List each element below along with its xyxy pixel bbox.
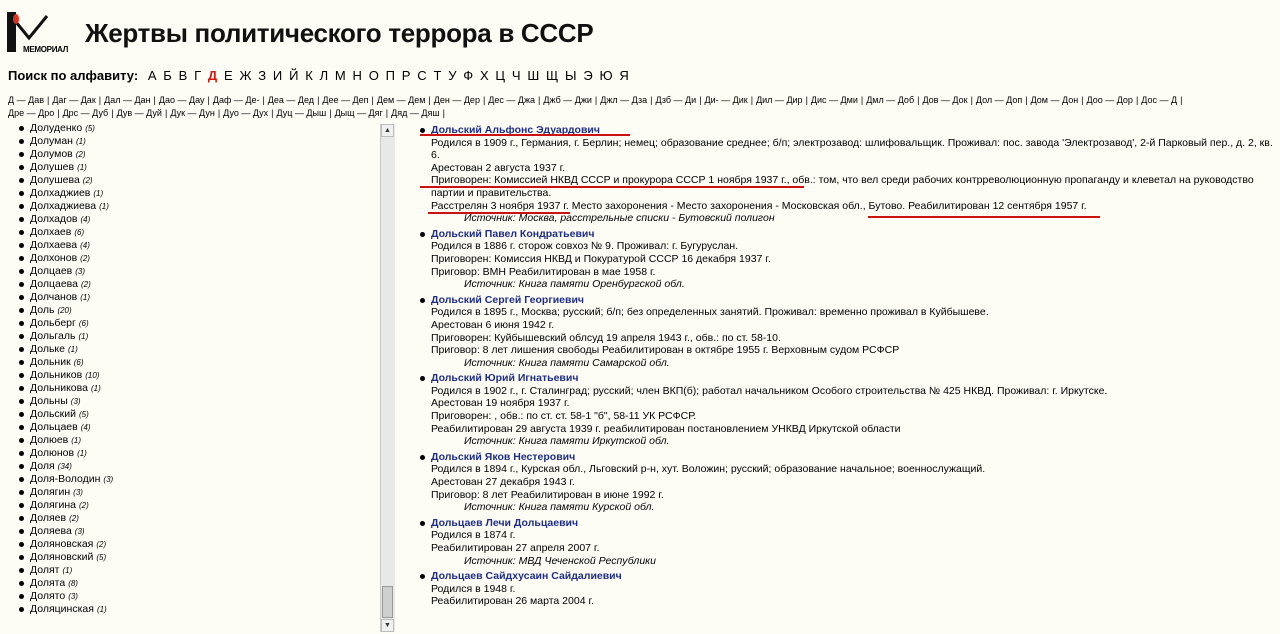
range-link[interactable]: Дув — Дуй (116, 107, 162, 118)
surname-list-item (30, 252, 380, 265)
surname-count: (2) (78, 501, 89, 510)
surname-count: (2) (80, 254, 90, 263)
range-link[interactable]: Дал — Дан (104, 95, 151, 105)
person-entry (418, 294, 1280, 370)
range-separator: | (442, 107, 445, 118)
surname-list (8, 122, 380, 616)
surname-link[interactable]: Долцаева (30, 278, 78, 290)
person-detail-line: Реабилитирован 26 марта 2004 г. (431, 595, 594, 608)
surname-count: (2) (69, 514, 79, 523)
person-name-link[interactable]: Дольский Павел Кондратьевич (431, 227, 595, 240)
surname-list-item (30, 460, 380, 473)
letter-link[interactable]: У (448, 68, 457, 83)
surname-list-item (30, 486, 380, 499)
surname-link[interactable]: Долята (30, 577, 66, 589)
letter-link[interactable]: К (305, 68, 313, 83)
surname-list-item (30, 135, 380, 148)
surname-count: (8) (68, 579, 78, 588)
range-link[interactable]: Даг — Дак (52, 95, 96, 105)
surname-link[interactable]: Долхаева (30, 239, 78, 251)
surname-link[interactable]: Дольникова (30, 382, 88, 394)
surname-count: (3) (68, 592, 78, 601)
surname-count: (2) (82, 176, 93, 185)
range-link[interactable]: Дол — Доп (975, 95, 1023, 105)
surname-count: (4) (80, 423, 91, 432)
surname-link[interactable]: Долуман (30, 135, 73, 147)
range-link[interactable]: Д — Дав (8, 95, 44, 105)
surname-link[interactable]: Долчанов (30, 291, 78, 303)
person-detail-line: Расстрелян 3 ноября 1937 г. Место захоронения - Место захоронения - Московская обл., Бутово. Реабилитирован 12 сентября 1957 г. (431, 199, 1087, 212)
range-link[interactable]: Деа — Дед (267, 95, 315, 105)
surname-count: (1) (96, 605, 107, 614)
letter-link[interactable]: Ж (239, 68, 252, 83)
person-detail-line: Приговорен: Куйбышевский облсуд 19 апреля 1943 г., обв.: по ст. 58-10. (431, 331, 781, 344)
surname-link[interactable]: Долхаджиев (30, 187, 91, 199)
person-name-link[interactable]: Дольский Яков Нестерович (431, 450, 576, 463)
range-link[interactable]: Ди- — Дик (704, 95, 748, 105)
surname-link[interactable]: Долхаев (30, 226, 72, 238)
range-separator: | (1135, 95, 1139, 105)
range-link[interactable]: Дуо — Дух (223, 107, 269, 118)
range-separator: | (46, 95, 50, 105)
surname-count: (3) (70, 397, 81, 406)
surname-link[interactable]: Доляновский (30, 551, 94, 563)
surname-count: (1) (68, 345, 78, 354)
person-name-link[interactable]: Дольцаев Сайдхусаин Сайдалиевич (431, 570, 622, 583)
range-separator: | (650, 95, 653, 105)
person-detail-line: Приговорен: Комиссия НКВД и Покуратурой СССР 16 декабря 1937 г. (431, 252, 771, 265)
surname-count: (34) (57, 462, 72, 471)
surname-link[interactable]: Долушев (30, 161, 75, 173)
person-detail-line: Родился в 1894 г., Курская обл., Льговский р-н, хут. Воложин; русский; образование начальное; военнослужащий. (431, 463, 986, 476)
person-name-link[interactable]: Дольский Альфонс Эдуардович (431, 124, 600, 136)
surname-count: (6) (74, 228, 85, 237)
surname-list-item (30, 421, 380, 434)
scroll-up-button[interactable]: ▲ (381, 124, 394, 137)
surname-list-item (30, 525, 380, 538)
surname-list-item (30, 577, 380, 590)
range-link[interactable]: Дес — Джа (488, 95, 536, 105)
person-entry (418, 451, 1280, 514)
range-link[interactable]: Дуц — Дыш (276, 107, 327, 118)
range-link[interactable]: Дмл — Доб (866, 95, 915, 105)
surname-list-item (30, 291, 380, 304)
range-link[interactable]: Джб — Джи (543, 95, 592, 105)
range-link[interactable]: Ден — Дер (433, 95, 480, 105)
letter-link[interactable]: Д (207, 68, 218, 83)
person-name-link[interactable]: Дольцаев Лечи Дольцаевич (431, 516, 579, 529)
surname-list-item (30, 343, 380, 356)
surname-link[interactable]: Долюнов (30, 447, 75, 459)
range-separator: | (98, 95, 102, 105)
person-detail-line: Приговорен: , обв.: по ст. ст. 58-1 "б", 58-11 УК РСФСР. (431, 410, 697, 423)
range-link[interactable]: Дем — Дем (376, 95, 426, 105)
range-link[interactable]: Дук — Дун (170, 107, 215, 118)
letter-link[interactable]: В (178, 68, 188, 83)
surname-link[interactable]: Дольны (30, 395, 68, 407)
surname-link[interactable]: Долхадов (30, 213, 78, 225)
range-separator: | (153, 95, 156, 105)
surname-count: (1) (62, 566, 73, 575)
surname-count: (3) (103, 475, 114, 484)
alphabet-label: Поиск по алфавиту: (8, 68, 139, 83)
surname-list-item (30, 473, 380, 486)
surname-count: (2) (75, 150, 86, 159)
person-source: Источник: МВД Чеченской Республики (464, 554, 656, 567)
surname-count: (5) (85, 124, 95, 133)
surname-link[interactable]: Доляева (30, 525, 72, 537)
surname-link[interactable]: Доляновская (30, 538, 94, 550)
range-separator: | (860, 95, 864, 105)
surname-list-item (30, 161, 380, 174)
surname-link[interactable]: Дольник (30, 356, 71, 368)
person-detail-line: Реабилитирован 29 августа 1939 г. реабилитирован постановлением УНКВД Иркутской области (431, 422, 901, 435)
person-detail-line: Арестован 27 декабря 1943 г. (431, 476, 575, 489)
surname-list-item (30, 200, 380, 213)
surname-list-item (30, 564, 380, 577)
surname-list-item (30, 369, 380, 382)
surname-list-item (30, 317, 380, 330)
surname-link[interactable]: Доль (30, 304, 55, 316)
surname-count: (4) (80, 241, 90, 250)
person-detail-line: Приговор: 8 лет лишения свободы Реабилитирован в октябре 1955 г. Верховным судом РСФСР (431, 344, 900, 357)
letter-link[interactable]: Ю (599, 68, 613, 83)
person-detail-line: Родился в 1895 г., Москва; русский; б/п; без определенных занятий. Проживал: временно проживал в Куйбышеве. (431, 306, 989, 319)
range-separator: | (1081, 95, 1084, 105)
surname-list-item (30, 304, 380, 317)
range-link[interactable]: Дис — Дми (810, 95, 858, 105)
surname-list-item (30, 278, 380, 291)
range-link[interactable]: Дыщ — Дяг (334, 107, 383, 118)
range-separator: | (538, 95, 541, 105)
surname-list-item (30, 434, 380, 447)
surname-link[interactable]: Долуденко (30, 122, 83, 134)
range-link[interactable]: Дов — Док (922, 95, 968, 105)
surname-list-item (30, 187, 380, 200)
letter-link[interactable]: З (258, 68, 267, 83)
person-source: Источник: Книга памяти Иркутской обл. (464, 435, 670, 448)
range-separator: | (1025, 95, 1028, 105)
range-separator: | (699, 95, 702, 105)
letter-link[interactable]: Э (583, 68, 593, 83)
surname-link[interactable]: Долято (30, 590, 66, 602)
surname-link[interactable]: Дольберг (30, 317, 76, 329)
range-link[interactable]: Дао — Дау (158, 95, 205, 105)
person-entries (418, 124, 1280, 634)
letter-link[interactable]: Т (433, 68, 442, 83)
range-separator: | (428, 95, 431, 105)
surname-link[interactable]: Долумов (30, 148, 73, 160)
surname-list-item (30, 538, 380, 551)
surname-count: (3) (74, 527, 85, 536)
surname-list-item (30, 356, 380, 369)
surname-list-item (30, 239, 380, 252)
letter-link[interactable]: Й (289, 68, 299, 83)
person-entry (418, 517, 1280, 567)
range-link[interactable]: Дрс — Дуб (62, 107, 109, 118)
memorial-logo[interactable] (7, 12, 69, 54)
letter-link[interactable]: Ц (495, 68, 506, 83)
letter-link[interactable]: П (385, 68, 395, 83)
letter-link[interactable]: Ш (527, 68, 540, 83)
page-header (0, 0, 1280, 62)
surname-count: (20) (57, 306, 72, 315)
letter-link[interactable]: Я (619, 68, 629, 83)
surname-count: (2) (96, 540, 107, 549)
annotation-underline (420, 186, 804, 188)
letter-link[interactable]: Х (479, 68, 489, 83)
surname-list-item (30, 603, 380, 616)
person-detail-line: Реабилитирован 27 апреля 2007 г. (431, 542, 600, 554)
range-separator: | (217, 107, 221, 118)
annotation-underline (420, 134, 630, 136)
person-detail-line: Родился в 1948 г. (431, 582, 516, 595)
surname-link[interactable]: Долушева (30, 174, 80, 186)
person-detail-line: Родился в 1886 г. сторож совхоз № 9. Проживал: г. Бугуруслан. (431, 240, 739, 253)
range-link[interactable]: Доо — Дор (1086, 95, 1133, 105)
surname-count: (5) (96, 553, 107, 562)
range-nav (8, 94, 1280, 119)
letter-link[interactable]: Р (401, 68, 411, 83)
range-separator: | (750, 95, 754, 105)
person-source: Источник: Книга памяти Курской обл. (464, 501, 655, 514)
surname-count: (4) (80, 215, 91, 224)
surname-list-item (30, 174, 380, 187)
surname-list-pane[interactable] (8, 122, 380, 632)
surname-list-item (30, 265, 380, 278)
person-detail-line: Арестован 6 июня 1942 г. (431, 318, 555, 331)
surname-count: (3) (75, 267, 86, 276)
surname-count: (1) (78, 332, 89, 341)
surname-count: (6) (78, 319, 89, 328)
surname-count: (1) (90, 384, 101, 393)
range-link[interactable]: Дре — Дро (8, 107, 55, 118)
person-detail-line: Родился в 1909 г., Германия, г. Берлин; немец; образование среднее; б/п; электрозавод: шлифовальщик. Проживал: пос. завода 'Электрозавод', 2-й Парковый пер., д. 2, кв. 6. (431, 136, 1273, 162)
surname-count: (1) (77, 163, 87, 172)
surname-link[interactable]: Долят (30, 564, 60, 576)
surname-link[interactable]: Доля (30, 460, 55, 472)
list-scrollbar[interactable] (380, 124, 395, 632)
person-detail-line: Приговор: ВМН Реабилитирован в мае 1958 г. (431, 265, 656, 278)
range-separator: | (970, 95, 973, 105)
annotation-underline (868, 216, 1100, 218)
surname-count: (1) (99, 202, 109, 211)
range-separator: | (329, 107, 332, 118)
surname-list-item (30, 499, 380, 512)
surname-count: (1) (77, 449, 87, 458)
surname-link[interactable]: Долягина (30, 499, 76, 511)
range-separator: | (271, 107, 274, 118)
person-entry (418, 372, 1280, 448)
letter-link[interactable]: Е (223, 68, 233, 83)
range-separator: | (262, 95, 265, 105)
surname-count: (1) (80, 293, 91, 302)
letter-link[interactable]: О (368, 68, 379, 83)
letter-link[interactable]: С (417, 68, 427, 83)
person-detail-line: Приговор: 8 лет Реабилитирован в июне 1992 г. (431, 488, 664, 501)
surname-list-item (30, 395, 380, 408)
surname-count: (1) (93, 189, 104, 198)
range-link[interactable]: Дзб — Ди (655, 95, 697, 105)
surname-list-item (30, 122, 380, 135)
surname-list-item (30, 590, 380, 603)
surname-count: (6) (73, 358, 84, 367)
range-link[interactable]: Дил — Дир (756, 95, 803, 105)
surname-list-item (30, 512, 380, 525)
surname-link[interactable]: Дольников (30, 369, 83, 381)
letter-link[interactable]: Г (194, 68, 202, 83)
letter-link[interactable]: М (334, 68, 346, 83)
person-name-link[interactable]: Дольский Юрий Игнатьевич (431, 372, 579, 385)
person-detail-line: Родился в 1874 г. (431, 529, 516, 542)
letter-link[interactable]: Л (319, 68, 329, 83)
person-detail-line: Приговорен: Комиссией НКВД СССР и прокурора СССР 1 ноября 1937 г., обв.: том, что вел среди рабочих контрреволюционную пропаганду и клеветал на руководство партии и правительства. (431, 174, 1254, 199)
range-separator: | (57, 107, 60, 118)
surname-list-item (30, 213, 380, 226)
person-entry (418, 228, 1280, 291)
person-detail-line: Арестован 19 ноября 1937 г. (431, 397, 570, 410)
surname-list-item (30, 408, 380, 421)
surname-count: (1) (75, 137, 86, 146)
range-link[interactable]: Джл — Дза (600, 95, 648, 105)
surname-link[interactable]: Дольке (30, 343, 65, 355)
surname-list-item (30, 226, 380, 239)
range-link[interactable]: Дее — Деп (322, 95, 369, 105)
range-line-2 (8, 107, 1280, 120)
surname-list-item (30, 148, 380, 161)
person-entry (418, 124, 1280, 225)
letter-link[interactable]: И (272, 68, 283, 83)
annotation-underline (428, 212, 570, 214)
range-separator: | (594, 95, 598, 105)
alphabet-letters (148, 68, 636, 83)
person-source: Источник: Книга памяти Самарской обл. (464, 356, 670, 369)
range-link[interactable]: Дос — Д (1141, 95, 1178, 105)
surname-link[interactable]: Дольский (30, 408, 77, 420)
scroll-thumb[interactable] (382, 586, 393, 618)
surname-link[interactable]: Долхонов (30, 252, 78, 264)
surname-count: (5) (79, 410, 89, 419)
range-separator: | (317, 95, 320, 105)
surname-count: (3) (73, 488, 83, 497)
logo-text: МЕМОРИАЛ (23, 45, 69, 54)
range-separator: | (805, 95, 808, 105)
surname-link[interactable]: Доля-Володин (30, 473, 101, 485)
surname-count: (2) (80, 280, 91, 289)
surname-count: (10) (85, 371, 100, 380)
letter-link[interactable]: Щ (546, 68, 559, 83)
surname-count: (1) (71, 436, 82, 445)
range-separator: | (371, 95, 374, 105)
scroll-down-button[interactable]: ▼ (381, 619, 394, 632)
person-name-link[interactable]: Дольский Сергей Георгиевич (431, 293, 584, 306)
surname-link[interactable]: Дольцаев (30, 421, 78, 433)
range-line-1 (8, 94, 1280, 107)
surname-link[interactable]: Долягин (30, 486, 71, 498)
letter-link[interactable]: А (147, 68, 157, 83)
range-separator: | (207, 95, 210, 105)
person-detail-line: Родился в 1902 г., г. Сталинград; русский; член ВКП(б); работал начальником Особого строительства № 425 НКВД. Проживал: г. Иркутске. (431, 384, 1108, 397)
surname-link[interactable]: Долюев (30, 434, 69, 446)
letter-link[interactable]: Ч (511, 68, 521, 83)
surname-link[interactable]: Дольгаль (30, 330, 76, 342)
letter-link[interactable]: Н (352, 68, 362, 83)
alphabet-nav (8, 68, 636, 83)
person-source: Источник: Москва, расстрельные списки - Бутовский полигон (464, 212, 775, 225)
range-link[interactable]: Дяд — Дяш (391, 107, 440, 118)
range-separator: | (1180, 95, 1183, 105)
range-link[interactable]: Дом — Дон (1030, 95, 1079, 105)
person-detail-line: Арестован 2 августа 1937 г. (431, 161, 566, 174)
letter-link[interactable]: Б (163, 68, 172, 83)
surname-link[interactable]: Долцаев (30, 265, 73, 277)
letter-link[interactable]: Ы (565, 68, 577, 83)
range-separator: | (482, 95, 486, 105)
range-separator: | (917, 95, 920, 105)
person-entry (418, 570, 1280, 608)
range-separator: | (111, 107, 114, 118)
range-separator: | (385, 107, 389, 118)
surname-list-item (30, 551, 380, 564)
range-separator: | (164, 107, 168, 118)
letter-link[interactable]: Ф (463, 68, 474, 83)
range-link[interactable]: Даф — Де- (212, 95, 260, 105)
surname-list-item (30, 382, 380, 395)
surname-list-item (30, 330, 380, 343)
surname-link[interactable]: Доляев (30, 512, 67, 524)
surname-list-item (30, 447, 380, 460)
surname-link[interactable]: Доляцинская (30, 603, 94, 615)
surname-link[interactable]: Долхаджиева (30, 200, 97, 212)
person-source: Источник: Книга памяти Оренбургской обл. (464, 278, 685, 291)
page-title: Жертвы политического террора в СССР (85, 18, 594, 48)
